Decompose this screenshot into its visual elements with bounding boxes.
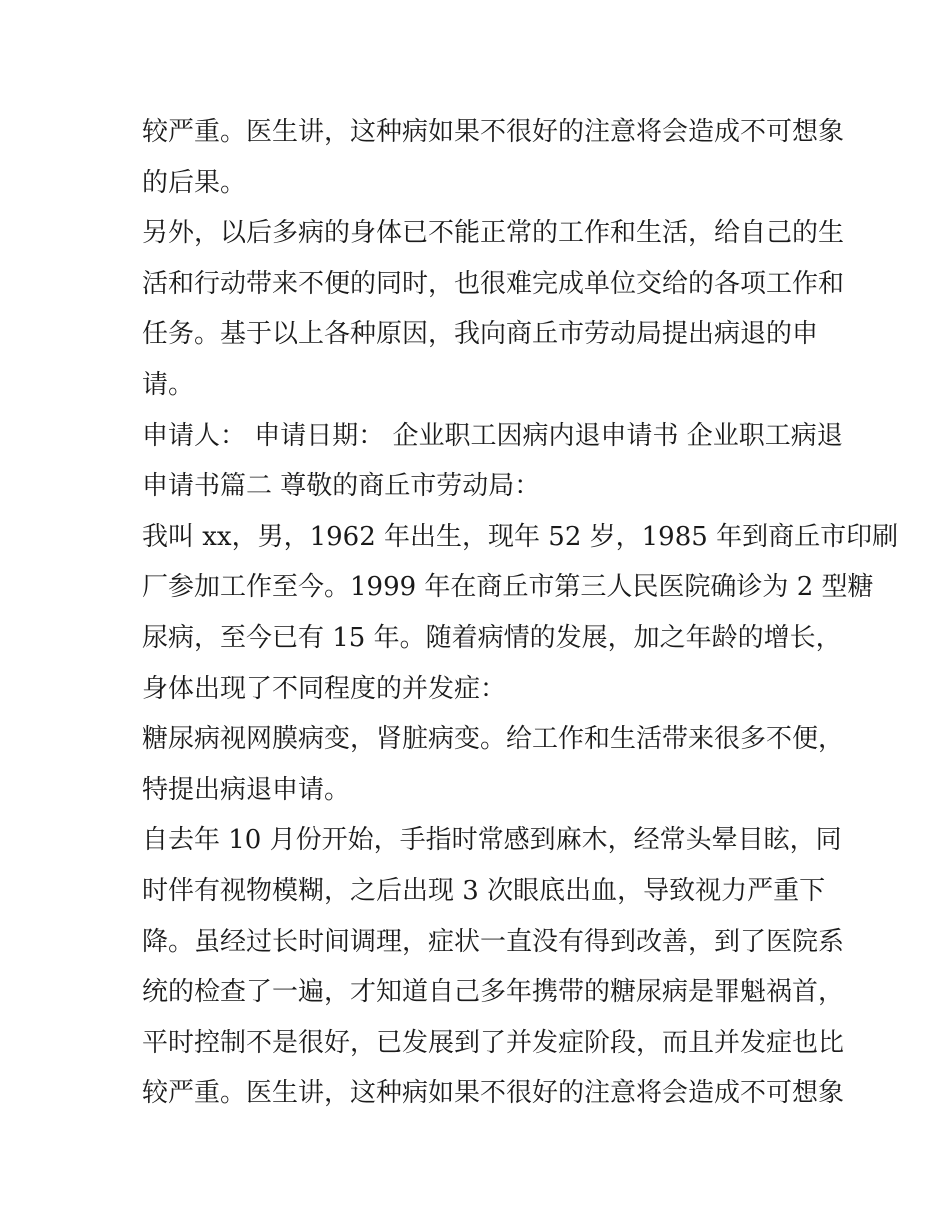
text-line: 任务。基于以上各种原因，我向商丘市劳动局提出病退的申 — [142, 319, 819, 350]
text-line: 降。虽经过长时间调理，症状一直没有得到改善，到了医院系 — [142, 926, 845, 957]
text-line: 的后果。 — [142, 167, 247, 198]
text-line: 申请书篇二 尊敬的商丘市劳动局： — [142, 471, 541, 502]
text-line: 时伴有视物模糊，之后出现 3 次眼底出血，导致视力严重下 — [142, 875, 826, 906]
text-line: 申请人： 申请日期： 企业职工因病内退申请书 企业职工病退 — [142, 420, 843, 451]
document-body — [142, 107, 899, 1119]
text-line: 自去年 10 月份开始，手指时常感到麻木，经常头晕目眩，同 — [142, 825, 842, 856]
text-line: 我叫 xx，男，1962 年出生，现年 52 岁，1985 年到商丘市印刷 — [142, 521, 899, 552]
text-line: 特提出病退申请。 — [142, 774, 351, 805]
text-line: 身体出现了不同程度的并发症： — [142, 673, 507, 704]
text-line: 统的检查了一遍，才知道自己多年携带的糖尿病是罪魁祸首， — [142, 977, 845, 1008]
text-line: 糖尿病视网膜病变，肾脏病变。给工作和生活带来很多不便， — [142, 724, 845, 755]
text-line: 请。 — [142, 369, 195, 400]
text-line: 另外，以后多病的身体已不能正常的工作和生活，给自己的生 — [142, 218, 845, 249]
text-line: 尿病，至今已有 15 年。随着病情的发展，加之年龄的增长， — [142, 622, 842, 653]
text-line: 较严重。医生讲，这种病如果不很好的注意将会造成不可想象 — [142, 1078, 845, 1109]
text-line: 较严重。医生讲，这种病如果不很好的注意将会造成不可想象 — [142, 117, 845, 147]
text-line: 活和行动带来不便的同时，也很难完成单位交给的各项工作和 — [142, 268, 845, 299]
text-line: 厂参加工作至今。1999 年在商丘市第三人民医院确诊为 2 型糖 — [142, 572, 874, 603]
text-line: 平时控制不是很好，已发展到了并发症阶段，而且并发症也比 — [142, 1027, 845, 1058]
